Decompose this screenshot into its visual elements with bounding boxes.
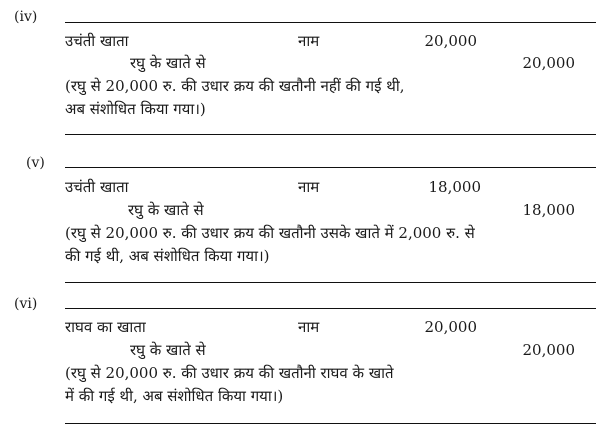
dr-label: नाम xyxy=(298,178,320,196)
narration-line: की गई थी, अब संशोधित किया गया।) xyxy=(65,247,270,265)
top-rule xyxy=(65,22,596,23)
credit-amount: 20,000 xyxy=(522,341,575,359)
top-rule xyxy=(65,167,596,168)
entry-number: (iv) xyxy=(14,9,38,25)
credit-account: रघु के खाते से xyxy=(128,201,204,219)
top-rule xyxy=(65,308,596,309)
debit-amount: 20,000 xyxy=(424,318,477,336)
entry-number: (v) xyxy=(26,155,45,171)
entry-number: (vi) xyxy=(14,296,38,312)
bottom-rule xyxy=(65,282,596,283)
debit-account: उचंती खाता xyxy=(65,178,129,196)
narration xyxy=(65,222,595,268)
debit-amount: 20,000 xyxy=(424,32,477,50)
debit-account: राघव का खाता xyxy=(65,318,146,336)
credit-account: रघु के खाते से xyxy=(130,341,206,359)
dr-label: नाम xyxy=(298,318,320,336)
dr-label: नाम xyxy=(298,32,320,50)
bottom-rule xyxy=(65,134,596,135)
debit-amount: 18,000 xyxy=(428,178,481,196)
narration-line: (रघु से 20,000 रु. की उधार क्रय की खतौनी उसके खाते में 2,000 रु. से xyxy=(65,224,475,242)
narration xyxy=(65,75,595,121)
credit-amount: 20,000 xyxy=(522,54,575,72)
narration-line: (रघु से 20,000 रु. की उधार क्रय की खतौनी नहीं की गई थी, xyxy=(65,77,405,95)
narration-line: (रघु से 20,000 रु. की उधार क्रय की खतौनी राघव के खाते xyxy=(65,364,394,382)
bottom-rule xyxy=(65,423,596,424)
narration xyxy=(65,362,595,408)
debit-account: उचंती खाता xyxy=(65,32,129,50)
credit-account: रघु के खाते से xyxy=(130,54,206,72)
credit-amount: 18,000 xyxy=(522,201,575,219)
narration-line: में की गई थी, अब संशोधित किया गया।) xyxy=(65,387,284,405)
narration-line: अब संशोधित किया गया।) xyxy=(65,100,206,118)
